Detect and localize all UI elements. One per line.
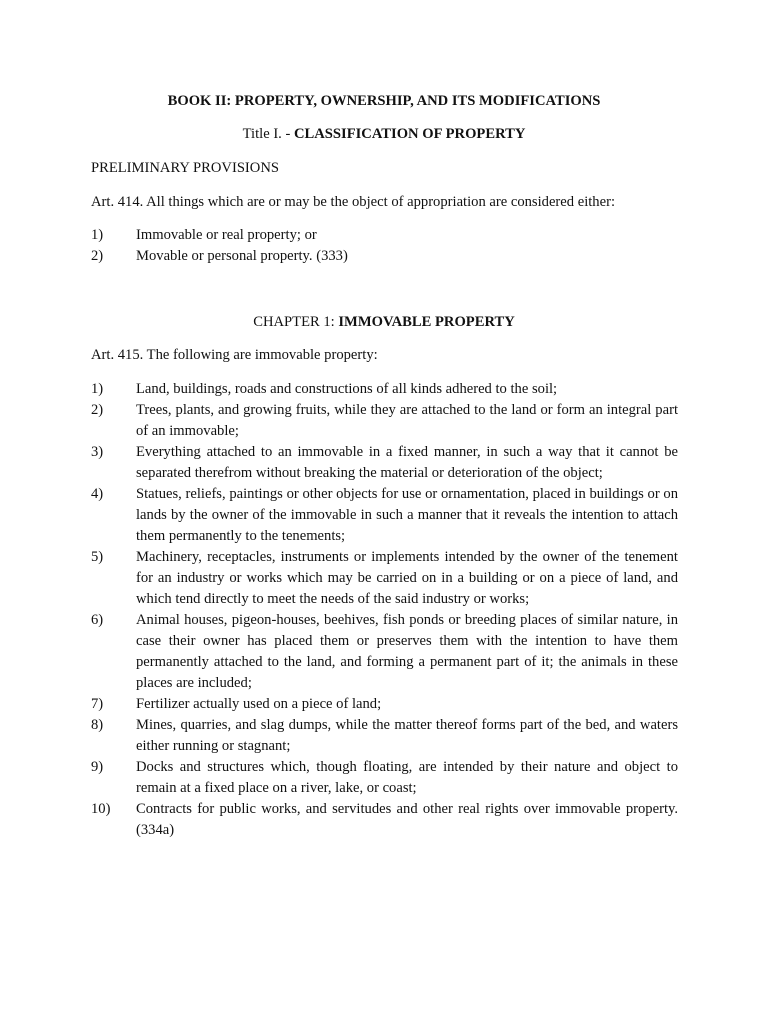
list-item <box>91 484 678 547</box>
list-item-number: 3) <box>91 444 104 460</box>
list-item-text: Animal houses, pigeon-houses, beehives, fish ponds or breeding places of similar nature, in case their owner has placed them or preserves them with the intention to have them permanently attached to the land, and forming a permanent part of it; the animals in these places are included; <box>136 612 678 691</box>
list-item-text: Movable or personal property. (333) <box>136 248 348 264</box>
list-item-number: 8) <box>91 717 104 733</box>
list-item-number: 5) <box>91 549 104 565</box>
list-item <box>91 715 678 757</box>
chapter-title: IMMOVABLE PROPERTY <box>338 314 515 330</box>
list-item-number: 6) <box>91 612 104 628</box>
title-prefix: Title I. - <box>242 126 294 142</box>
list-item-number: 9) <box>91 759 104 775</box>
list-item <box>91 757 678 799</box>
book-title-text: BOOK II: PROPERTY, OWNERSHIP, AND ITS MODIFICATIONS <box>167 93 601 109</box>
title-text: CLASSIFICATION OF PROPERTY <box>293 126 526 142</box>
list-item-number: 2) <box>91 402 104 418</box>
list-item <box>91 799 678 841</box>
list-item <box>91 547 678 610</box>
art-414-text: Art. 414. All things which are or may be the object of appropriation are considered either: <box>91 194 615 210</box>
list-item-text: Docks and structures which, though floating, are intended by their nature and object to remain at a fixed place on a river, lake, or coast; <box>136 759 678 796</box>
list-item <box>91 694 678 715</box>
list-item-text: Fertilizer actually used on a piece of land; <box>136 696 382 712</box>
list-item-text: Statues, reliefs, paintings or other objects for use or ornamentation, placed in buildings or on lands by the owner of the immovable in such a manner that it reveals the intention to attach them permanently to the tenements; <box>136 486 678 544</box>
art-414-list <box>91 225 678 267</box>
list-item-number: 1) <box>91 381 104 397</box>
chapter-heading <box>0 312 768 333</box>
list-item-number: 10) <box>91 801 111 817</box>
list-item <box>91 442 678 484</box>
list-item-text: Immovable or real property; or <box>136 227 317 243</box>
list-item-text: Mines, quarries, and slag dumps, while the matter thereof forms part of the bed, and waters either running or stagnant; <box>136 717 678 754</box>
list-item <box>91 610 678 694</box>
book-title <box>0 91 768 112</box>
list-item <box>91 379 678 400</box>
list-item-number: 2) <box>91 248 104 264</box>
chapter-prefix: CHAPTER 1: <box>253 314 339 330</box>
list-item-number: 4) <box>91 486 104 502</box>
list-item-number: 7) <box>91 696 104 712</box>
art-415-text: Art. 415. The following are immovable property: <box>91 347 378 363</box>
list-item-number: 1) <box>91 227 104 243</box>
list-item-text: Trees, plants, and growing fruits, while they are attached to the land or form an integral part of an immovable; <box>136 402 678 439</box>
list-item-text: Contracts for public works, and servitudes and other real rights over immovable property. (334a) <box>136 801 678 838</box>
list-item <box>91 246 678 267</box>
list-item-text: Everything attached to an immovable in a fixed manner, in such a way that it cannot be separated therefrom without breaking the material or deterioration of the object; <box>136 444 678 481</box>
list-item-text: Machinery, receptacles, instruments or implements intended by the owner of the tenement for an industry or works which may be carried on in a building or on a piece of land, and which tend directly to meet the needs of the said industry or works; <box>136 549 678 607</box>
art-415-list <box>91 379 678 841</box>
list-item-text: Land, buildings, roads and constructions of all kinds adhered to the soil; <box>136 381 558 397</box>
title-heading <box>0 124 768 145</box>
list-item <box>91 400 678 442</box>
list-item <box>91 225 678 246</box>
preliminary-provisions-heading: PRELIMINARY PROVISIONS <box>91 160 279 176</box>
